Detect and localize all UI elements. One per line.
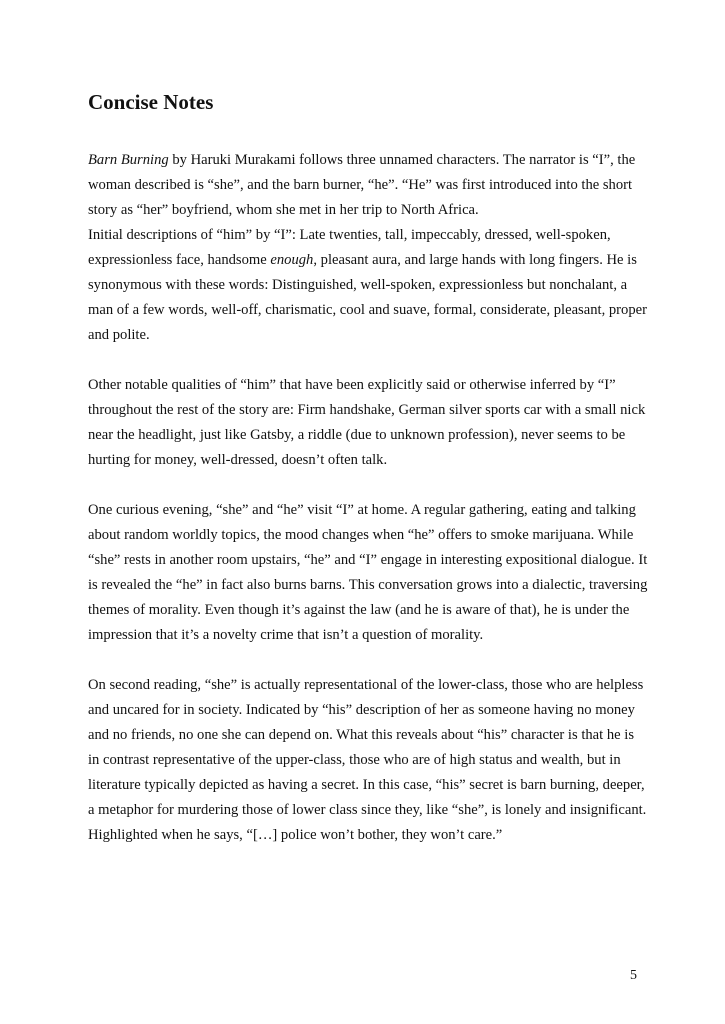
paragraph-notable-qualities: Other notable qualities of “him” that have been explicitly said or otherwise inferred by “I” throughout the rest of the story are: Firm handshake, German silver sports car with a small nick near the headlight, just like Gatsby, a riddle (due to unknown profession), never seems to be hurting for money, well-dressed, doesn’t often talk. <box>88 377 646 468</box>
page-number: 5 <box>630 968 637 983</box>
emphasis-word: enough <box>270 252 314 268</box>
paragraph-intro <box>88 148 648 223</box>
body-text <box>88 148 648 848</box>
page-title: Concise Notes <box>88 90 214 114</box>
paragraph-initial-descriptions <box>88 223 648 348</box>
paragraph-spacer <box>88 348 648 373</box>
paragraph-intro-text: by Haruki Murakami follows three unnamed characters. The narrator is “I”, the woman described is “she”, and the barn burner, “he”. “He” was first introduced into the short story as “her” boyfriend, whom she met in her trip to North Africa. <box>88 152 636 218</box>
paragraph-initial-descriptions-after: , pleasant aura, and large hands with long fingers. He is synonymous with these words: Distinguished, well-spoken, expressionless but nonchalant, a man of a few words, well-off, charismatic, cool and suave, formal, considerate, pleasant, proper and polite. <box>88 252 647 343</box>
book-title: Barn Burning <box>88 152 169 168</box>
paragraph-second-reading: On second reading, “she” is actually representational of the lower-class, those who are helpless and uncared for in society. Indicated by “his” description of her as someone having no money and no friends, no one she can depend on. What this reveals about “his” character is that he is in contrast representative of the upper-class, those who are of high status and wealth, but in literature typically depicted as having a secret. In this case, “his” secret is barn burning, deeper, a metaphor for murdering those of lower class since they, like “she”, is lonely and insignificant. Highlighted when he says, “[…] police won’t bother, they won’t care.” <box>88 677 647 843</box>
paragraph-initial-descriptions-before: Initial descriptions of “him” by “I”: Late twenties, tall, impeccably, dressed, well-spoken, expressionless face, handsome <box>88 227 611 268</box>
paragraph-spacer <box>88 473 648 498</box>
paragraph-curious-evening: One curious evening, “she” and “he” visit “I” at home. A regular gathering, eating and talking about random worldly topics, the mood changes when “he” offers to smoke marijuana. While “she” rests in another room upstairs, “he” and “I” engage in interesting expositional dialogue. It is revealed the “he” in fact also burns barns. This conversation grows into a dialectic, traversing themes of morality. Even though it’s against the law (and he is aware of that), he is under the impression that it’s a novelty crime that isn’t a question of morality. <box>88 502 648 643</box>
paragraph-spacer <box>88 648 648 673</box>
